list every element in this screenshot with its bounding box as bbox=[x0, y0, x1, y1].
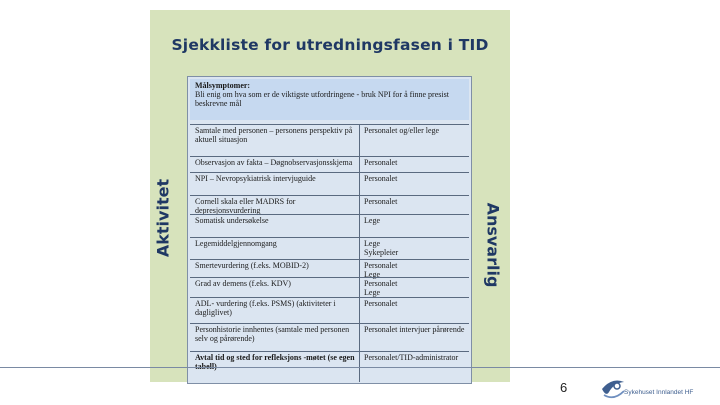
responsible-cell: Lege bbox=[359, 215, 469, 238]
checklist-table bbox=[187, 76, 472, 384]
activity-cell: Grad av demens (f.eks. KDV) bbox=[195, 279, 291, 288]
responsible-axis-label: Ansvarlig bbox=[483, 202, 503, 288]
responsible-cell: Personalet Lege bbox=[359, 260, 469, 278]
footer-divider bbox=[0, 367, 720, 368]
activity-cell: Avtal tid og sted for refleksjons -møtet (se egen bbox=[195, 353, 355, 362]
target-symptoms-box bbox=[190, 79, 469, 120]
table-row bbox=[190, 195, 469, 215]
activity-cell: Legemiddelgjennomgang bbox=[195, 239, 277, 248]
activity-cell: Somatisk undersøkelse bbox=[195, 216, 269, 225]
responsible-cell: Personalet bbox=[359, 196, 469, 215]
table-row bbox=[190, 277, 469, 298]
responsible-cell: Personalet og/eller lege bbox=[359, 125, 469, 157]
table-row bbox=[190, 214, 469, 238]
page-number: 6 bbox=[560, 380, 568, 395]
table-row bbox=[190, 156, 469, 173]
table-row bbox=[190, 237, 469, 260]
activity-cell: NPI – Nevropsykiatrisk intervjuguide bbox=[195, 174, 316, 183]
responsible-cell: Personalet bbox=[359, 173, 469, 196]
responsible-cell: Personalet bbox=[359, 298, 469, 324]
slide-title: Sjekkliste for utredningsfasen i TID bbox=[171, 36, 489, 54]
target-symptoms-text: Bli enig om hva som er de viktigste utfordringene - bruk NPI for å finne presist beskrevne mål bbox=[195, 90, 449, 108]
responsible-cell: Personalet intervjuer pårørende bbox=[359, 324, 469, 352]
table-row bbox=[190, 124, 469, 157]
activity-cell: Observasjon av fakta – Døgnobservasjonsskjema bbox=[195, 158, 353, 167]
activity-cell: Personhistorie innhentes (samtale med personen selv og pårørende) bbox=[195, 325, 350, 343]
responsible-cell: Personalet/TID-administrator bbox=[359, 352, 469, 382]
activity-cell: ADL- vurdering (f.eks. PSMS) (aktiviteter i dagliglivet) bbox=[195, 299, 336, 317]
activity-axis-label: Aktivitet bbox=[153, 178, 173, 258]
responsible-cell: Personalet Lege bbox=[359, 278, 469, 298]
responsible-cell: Lege Sykepleier bbox=[359, 238, 469, 260]
activity-cell: Samtale med personen – personens perspektiv på aktuell situasjon bbox=[195, 126, 353, 144]
activity-cell: Cornell skala eller MADRS for depresjonsvurdering bbox=[195, 197, 296, 215]
logo-text: Sykehuset Innlandet HF bbox=[624, 389, 694, 396]
table-row bbox=[190, 172, 469, 196]
activity-cell: Smertevurdering (f.eks. MOBID-2) bbox=[195, 261, 309, 270]
table-row bbox=[190, 259, 469, 278]
table-row bbox=[190, 297, 469, 324]
table-row bbox=[190, 323, 469, 352]
responsible-cell: Personalet bbox=[359, 157, 469, 173]
target-symptoms-title: Målsymptomer: bbox=[195, 81, 251, 90]
